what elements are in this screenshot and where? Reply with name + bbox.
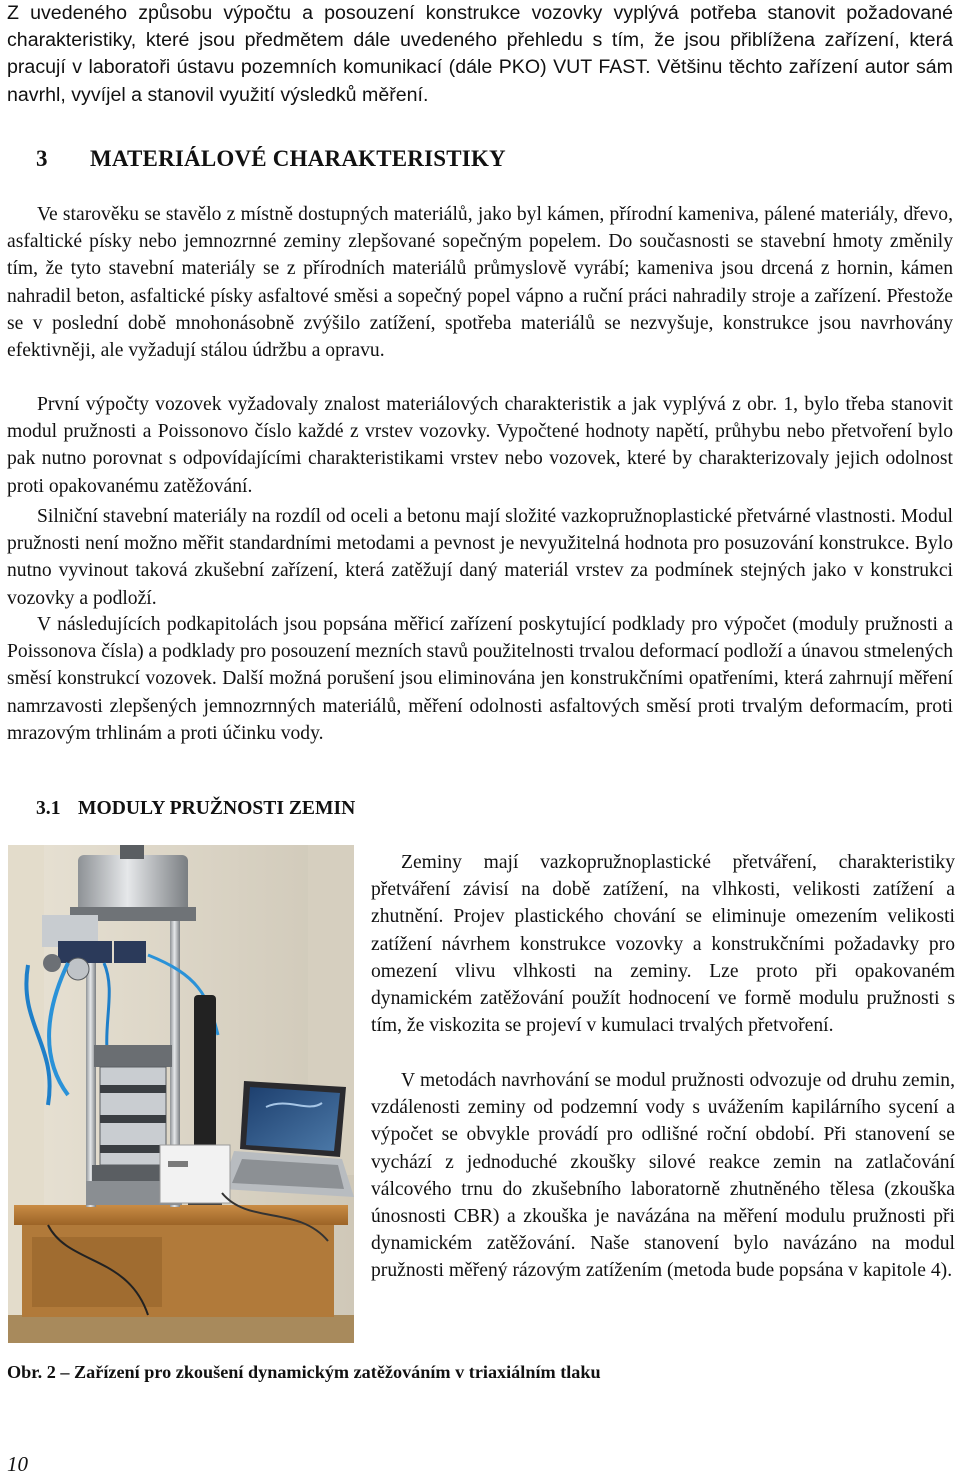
section-number: 3 (36, 146, 48, 171)
page-number: 10 (7, 1452, 28, 1476)
section-paragraph-4: V následujících podkapitolách jsou popsána měřicí zařízení poskytující podklady pro výpočet (moduly pružnosti a Poissonova čísla) a podklady pro posouzení mezních stavů použitelnosti trvalou deformací podloží a únavou stmelených směsí konstrukcí vozovek. Další možná porušení jsou eliminována jen konstrukčními opatřeními, která zahrnují měření namrzavosti zlepšených jemnozrnných materiálů, měření odolnosti asfaltových směsí proti trvalým deformacím, proti mrazovým trhlinám a proti účinku vody. (7, 614, 953, 744)
subsection-heading (36, 798, 355, 820)
section-paragraph-1: Ve starověku se stavělo z místně dostupných materiálů, jako byl kámen, přírodní kameniva, pálené materiály, dřevo, asfaltické písky nebo jemnozrnné zeminy zlepšované sopečným popelem. Do současnosti se stavební hmoty změnily tím, že tyto stavební materiály se z přírodních materiálů průmyslově vyrábí; kameniva jsou drcená z hornin, kámen nahradil beton, asfaltické písky asfaltové směsi a sopečný popel vápno a ruční práci nahradily stroje a zařízení. Přestože se v poslední době mnohonásobně zvýšilo zatížení, spotřeba materiálů se nezvyšuje, konstrukce jsou navrhovány efektivněji, ale vyžadují stálou údržbu a opravu. (7, 204, 953, 362)
subsection-number: 3.1 (36, 798, 61, 819)
subsection-paragraph-2: V metodách navrhování se modul pružnosti odvozuje od druhu zemin, vzdálenosti zeminy od podzemní vody s uvážením kapilárního sycení a výpočet se obvykle provádí pro odlišné roční období. Při stanovení se vychází z jednoduché zkoušky silové reakce zemin na zatlačování válcového trnu do zkušebního laboratorně zhutněného tělesa (zkouška únosnosti CBR) a zkouška je navázána na měření modulu pružnosti při dynamickém zatěžování. Naše stanovení bylo navázáno na modul pružnosti měřený rázovým zatížením (metoda bude popsána v kapitole 4). (371, 1070, 955, 1282)
triaxial-apparatus-photo (8, 845, 354, 1343)
section-paragraph-2: První výpočty vozovek vyžadovaly znalost materiálových charakteristik a jak vyplývá z obr. 1, bylo třeba stanovit modul pružnosti a Poissonovo číslo každé z vrstev vozovky. Vypočtené hodnoty napětí, průhybu nebo přetvoření bylo pak nutno porovnat s odpovídajícími charakteristikami vrstev nebo vozovek, které by charakterizovaly jejich odolnost proti opakovanému zatěžování. (7, 394, 953, 497)
subsection-paragraph-1: Zeminy mají vazkopružnoplastické přetváření, charakteristiky přetváření závisí na době zatížení, na vlhkosti, velikosti zatížení a zhutnění. Projev plastického chování se eliminuje omezením velikosti zatížení návrhem konstrukce vozovky a konstrukčními požadavky pro omezení vlivu vlhkosti na zeminy. Lze proto při opakovaném dynamickém zatěžování použít hodnocení ve formě modulu pružnosti s tím, že viskozita se projeví v kumulaci trvalých přetvoření. (371, 852, 955, 1037)
section-paragraph-3: Silniční stavební materiály na rozdíl od oceli a betonu mají složité vazkopružnoplastické přetvárné vlastnosti. Modul pružnosti není možno měřit standardními metodami a pevnost je nevyužitelná hodnota pro posuzování konstrukce. Bylo nutno vyvinout taková zkušební zařízení, která zatěžují daný materiál vrstev za podmínek stejných jako v konstrukci vozovky a podloží. (7, 506, 953, 609)
intro-paragraph: Z uvedeného způsobu výpočtu a posouzení konstrukce vozovky vyplývá potřeba stanovit požadované charakteristiky, které jsou předmětem dále uvedeného přehledu s tím, že jsou přiblížena zařízení, která pracují v laboratoři ústavu pozemních komunikací (dále PKO) VUT FAST. Většinu těchto zařízení autor sám navrhl, vyvíjel a stanovil využití výsledků měření. (7, 2, 953, 106)
section-heading (36, 146, 506, 172)
subsection-title: MODULY PRUŽNOSTI ZEMIN (78, 798, 356, 819)
figure-caption: Obr. 2 – Zařízení pro zkoušení dynamickým zatěžováním v triaxiálním tlaku (7, 1362, 601, 1382)
section-title: MATERIÁLOVÉ CHARAKTERISTIKY (90, 146, 506, 171)
